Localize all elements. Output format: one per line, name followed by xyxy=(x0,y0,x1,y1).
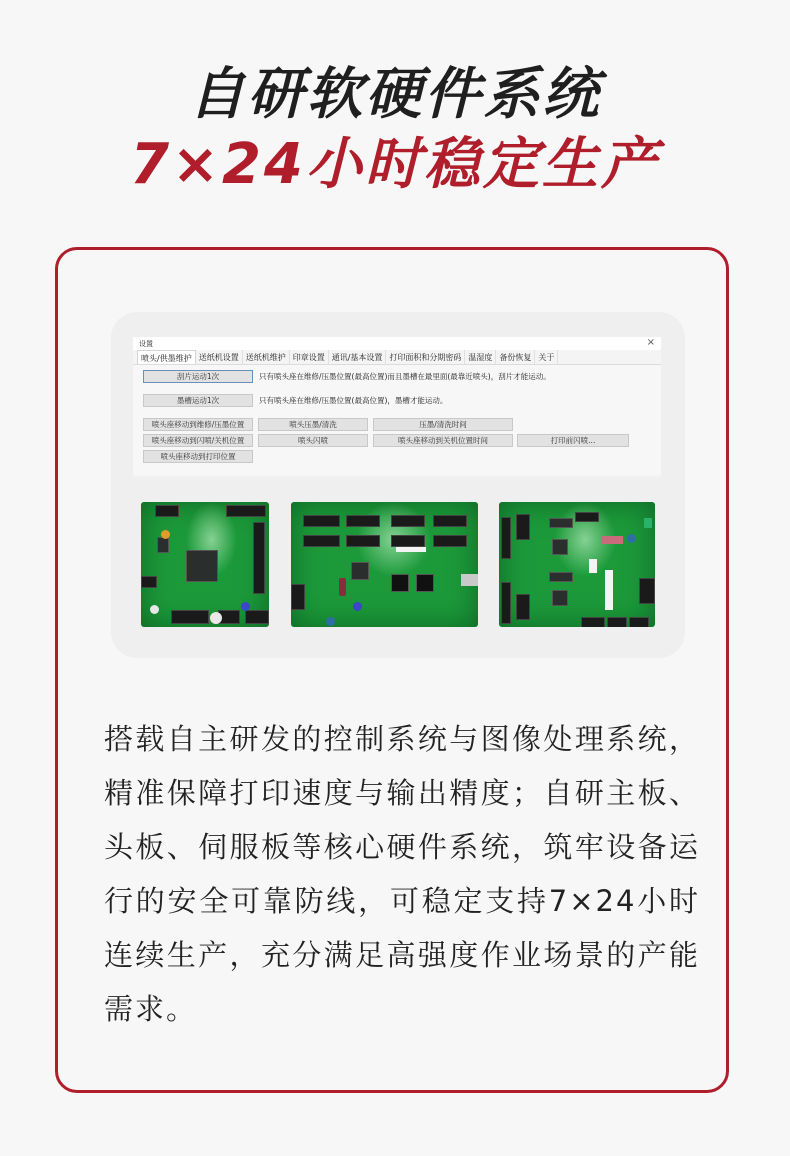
tab-comm-basic-settings[interactable]: 通讯/基本设置 xyxy=(329,350,387,364)
nozzle-spit-button[interactable]: 喷头闪喷 xyxy=(258,434,368,447)
purge-clean-time-button[interactable]: 压墨/清洗时间 xyxy=(373,418,513,431)
tab-print-area-password[interactable]: 打印面积和分期密码 xyxy=(386,350,465,364)
dialog-titlebar xyxy=(133,337,661,350)
settings-dialog xyxy=(133,337,661,477)
close-icon[interactable]: × xyxy=(646,337,655,348)
headline-subtitle: 7×24小时稳定生产 xyxy=(130,132,660,197)
wiper-move-button[interactable]: 刮片运动1次 xyxy=(143,370,253,383)
wiper-move-note: 只有喷头座在维修/压墨位置(最高位置)而且墨槽在最里面(最靠近喷头)，刮片才能运动。 xyxy=(259,372,551,381)
ink-tank-move-button[interactable]: 墨槽运动1次 xyxy=(143,394,253,407)
head-board-image xyxy=(291,502,478,627)
headline-title: 自研软硬件系统 xyxy=(188,62,602,127)
tab-nozzle-ink-maintenance[interactable]: 喷头/供墨维护 xyxy=(137,350,196,364)
tab-stamp-settings[interactable]: 印章设置 xyxy=(290,350,329,364)
pre-print-spit-button[interactable]: 打印前闪喷... xyxy=(517,434,629,447)
tab-bar xyxy=(133,350,661,365)
feature-description: 搭载自主研发的控制系统与图像处理系统，精准保障打印速度与输出精度；自研主板、头板、伺服板等核心硬件系统，筑牢设备运行的安全可靠防线，可稳定支持7×24小时连续生产，充分满足高强度作业场景的产能需求。 xyxy=(104,722,700,1026)
tab-about[interactable]: 关于 xyxy=(535,350,558,364)
main-board-image xyxy=(141,502,269,627)
feature-card xyxy=(55,247,729,1093)
nozzle-purge-clean-button[interactable]: 喷头压墨/清洗 xyxy=(258,418,368,431)
ink-tank-move-note: 只有喷头座在维修/压墨位置(最高位置)，墨槽才能运动。 xyxy=(259,396,448,405)
tab-backup-restore[interactable]: 备份恢复 xyxy=(496,350,535,364)
tab-panel xyxy=(133,365,661,475)
move-to-shutdown-time-button[interactable]: 喷头座移动到关机位置时间 xyxy=(373,434,513,447)
hardware-boards-photo xyxy=(111,502,685,632)
servo-board-image xyxy=(499,502,655,627)
move-to-print-position-button[interactable]: 喷头座移动到打印位置 xyxy=(143,450,253,463)
dialog-title: 设置 xyxy=(139,340,153,348)
tab-temp-humidity[interactable]: 温湿度 xyxy=(465,350,496,364)
tab-feeder-settings[interactable]: 送纸机设置 xyxy=(196,350,243,364)
media-panel xyxy=(111,312,685,658)
tab-feeder-maintenance[interactable]: 送纸机维护 xyxy=(243,350,290,364)
move-to-maintenance-button[interactable]: 喷头座移动到维修/压墨位置 xyxy=(143,418,253,431)
move-to-spit-shutdown-button[interactable]: 喷头座移动到闪喷/关机位置 xyxy=(143,434,253,447)
